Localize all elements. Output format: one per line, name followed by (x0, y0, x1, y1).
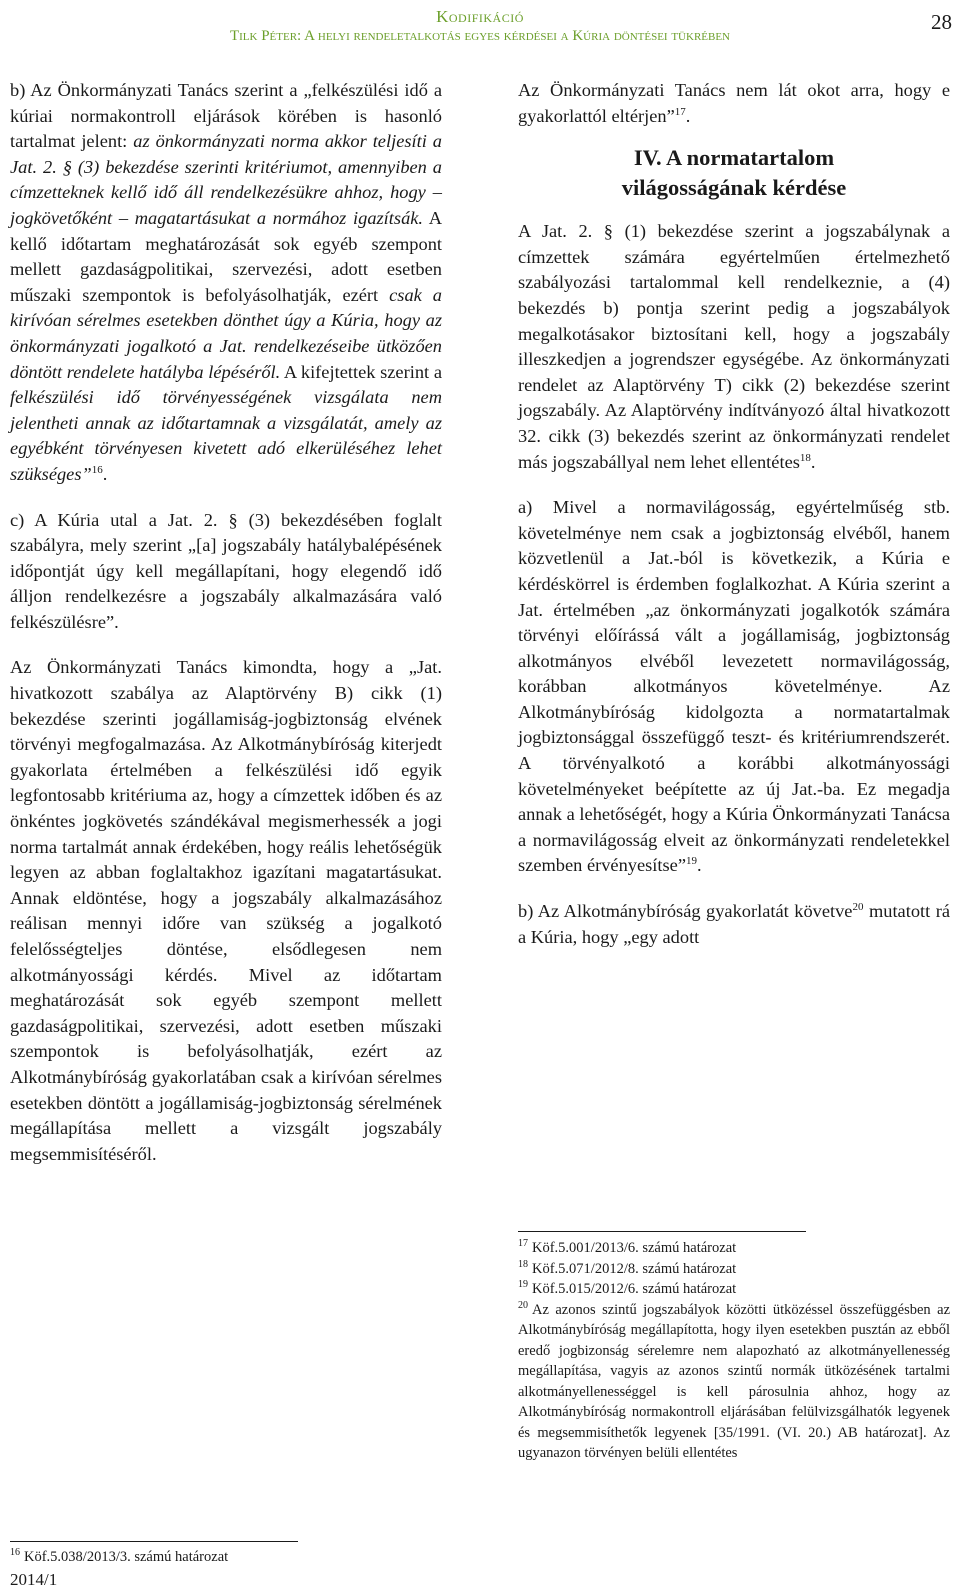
right-column (518, 78, 950, 950)
text-run: Az Önkormányzati Tanács nem lát okot arra, hogy e gyakorlattól eltérjen” (518, 80, 950, 126)
footnote (518, 1300, 950, 1464)
footnote-number: 16 (10, 1547, 20, 1559)
footnote-number: 20 (518, 1299, 528, 1311)
footnote-number: 18 (518, 1258, 528, 1270)
footnote-number: 17 (518, 1238, 528, 1250)
footnote-text: Köf.5.015/2012/6. számú határozat (532, 1281, 737, 1297)
page-header (0, 4, 960, 54)
journal-title: Kodifikáció (436, 7, 524, 26)
page-number: 28 (931, 10, 952, 34)
text-run: . (810, 451, 816, 472)
section-heading-line: világosságának kérdése (621, 175, 847, 201)
footnote (518, 1279, 950, 1300)
paragraph-b-right (518, 899, 950, 950)
paragraph-jat (518, 219, 950, 475)
footnotes-left (10, 1548, 442, 1567)
text-run: A kellő időtartam meghatározását sok egyéb szempont mellett gazdaságpolitikai, szervezési, adott esetben műszaki szempontok is befolyásolhatják, ezért (10, 207, 442, 305)
text-run: a) Mivel a normavilágosság, egyértelműség stb. követelménye nem csak a jogbiztonság elvéből, hanem közvetlenül a Jat.-ból is következik, a Kúria e kérdéskörrel is érdemben foglalkozhat. A Kúria szerint a Jat. értelmében „az önkormányzati jogalkotók számára törvényi előírássá vált a jogállamiság, jogbiztonság alkotmányos elvéből levezetett normavilágosság, korábban alkotmányos követelménye. Az Alkotmánybíróság kidolgozta a normatartalmak jogbiztonsággal összefüggő teszt- és kritériumrendszerét. A törvényalkotó a korábbi alkotmányossági követelményeket beépítette az új Jat.-ba. Ez megadja annak a lehetőségét, hogy a Kúria Önkormányzati Tanácsa a normavilágosság elveit az önkormányzati rendeletekkel szemben érvényesítse” (518, 497, 950, 876)
footnote (518, 1259, 950, 1280)
text-run: mutatott rá a Kúria, hogy „egy adott (518, 901, 951, 947)
paragraph-a (518, 495, 950, 879)
text-run: b) Az Önkormányzati Tanács szerint a „felkészülési idő a kúriai normakontroll eljárások körében is hasonló tartalmat jelent: (10, 80, 442, 152)
footnote-ref-16[interactable]: 16 (91, 463, 103, 476)
footnote-text: Köf.5.038/2013/3. számú határozat (24, 1549, 229, 1565)
text-run: A kifejtettek szerint a (280, 361, 442, 382)
italic-quote: csak a kirívóan sérelmes esetekben dönthet úgy a Kúria, hogy az önkormányzati jogalkotó a Jat. rendelkezéseibe ütközően döntött rendelete hatályba lépéséről. (10, 284, 442, 382)
section-heading (518, 143, 950, 203)
footnote-ref-20[interactable]: 20 (852, 900, 864, 913)
italic-quote: az önkormányzati norma akkor teljesíti a Jat. 2. § (3) bekezdése szerinti kritériumot, amennyiben a címzetteknek kellő idő áll rendelkezésükre ahhoz, hogy – jogkövetőként – magatartásukat a normához igazítsák. (10, 131, 443, 228)
italic-quote: felkészülési idő törvényességének vizsgálata nem jelentheti annak az időtartamnak a vizsgálatát, amely az egyébként törvényesen kivetett adó elkerüléséhez lehet szükséges (10, 387, 442, 484)
paragraph-c: c) A Kúria utal a Jat. 2. § (3) bekezdésében foglalt szabályra, mely szerint „[a] jogszabály hatálybalépésének időpontját úgy kell megállapítani, hogy elegendő idő álljon rendelkezésre a jogszabály alkalmazására való felkészülésre”. (10, 509, 442, 632)
paragraph-continued (518, 78, 950, 129)
issue-label: 2014/1 (10, 1570, 58, 1589)
article-running-title: Tilk Péter: A helyi rendeletalkotás egyes kérdései a Kúria döntései tükrében (229, 28, 731, 44)
footnotes-right (518, 1238, 950, 1464)
footnote (10, 1548, 442, 1567)
footnote-number: 19 (518, 1279, 528, 1291)
text-run: . (685, 105, 691, 126)
left-column (10, 78, 442, 1167)
footnote-ref-19[interactable]: 19 (686, 855, 697, 868)
footnote-text: Az azonos szintű jogszabályok közötti ütközéssel összefüggésben az Alkotmánybíróság megállapította, hogy ilyen esetekben pusztán az ebből eredő jogbizonság sérelemre nem alapozható az alkotmányellenesség megállapítása, vagyis az azonos szintű normák ütközésének tartalmi alkotmányellenességgel is kell párosulnia ahhoz, hogy az Alkotmánybíróság normakontroll eljárásában felülvizsgálhatók legyenek és megsemmisíthetők legyenek [35/1991. (VI. 20.) AB határozat]. Az ugyanazon törvényen belüli ellentétes (518, 1301, 950, 1461)
paragraph-council: Az Önkormányzati Tanács kimondta, hogy a „Jat. hivatkozott szabálya az Alaptörvény B) cikk (1) bekezdése szerinti jogállamiság-jogbiztonság elvének törvényi megfogalmazása. Az Alkotmánybíróság kiterjedt gyakorlata értelmében a felkészülési idő egyik legfontosabb kritériuma az, hogy a címzettek időben és az önkéntes jogkövetés szándékával megismerhessék a jogi norma tartalmát annak érdekében, hogy reális lehetőségük legyen az abban foglaltakhoz igazítani magatartásukat. Annak eldöntése, hogy a jogszabály alkalmazásához reálisan mennyi időre van szükség a jogalkotó felelősségteljes döntése, elsődlegesen nem alkotmányossági kérdés. Mivel az időtartam meghatározását sok egyéb szempont mellett gazdaságpolitikai, szervezési, adott esetben műszaki szempontok is befolyásolhatják, ezért az Alkotmánybíróság gyakorlatában csak a kirívóan sérelmes esetekben döntött a jogállamiság-jogbiztonság sérelmének megállapítása mellett a vizsgált jogszabály megsemmisítéséről. (10, 657, 442, 1164)
closing-quote: ” (81, 463, 92, 484)
text-run: . (697, 855, 702, 876)
footnote-ref-17[interactable]: 17 (674, 105, 686, 118)
text-run: A Jat. 2. § (1) bekezdése szerint a jogszabálynak a címzettek számára egyértelműen értelmezhető szabályozási tartalommal kell rendelkeznie, a (4) bekezdés b) pontja szerint pedig a jogszabályok megalkotásakor biztosítani kell, hogy a jogszabály illeszkedjen a jogrendszer egységébe. Az önkormányzati rendelet az Alaptörvény T) cikk (2) bekezdése szerint jogszabály. Az Alaptörvény indítványozó által hivatkozott 32. cikk (3) bekezdés szerint az önkormányzati rendelet más jogszabállyal nem lehet ellentétes (518, 221, 950, 472)
paragraph-b (10, 78, 442, 488)
footnote (518, 1238, 950, 1259)
text-run: . (102, 463, 108, 484)
footnote-ref-18[interactable]: 18 (799, 451, 811, 464)
footnote-text: Köf.5.001/2013/6. számú határozat (532, 1240, 737, 1256)
text-run: b) Az Alkotmánybíróság gyakorlatát követve (518, 901, 853, 922)
footnote-text: Köf.5.071/2012/8. számú határozat (532, 1260, 737, 1277)
footnote-divider (518, 1231, 806, 1232)
section-heading-line: IV. A normatartalom (633, 145, 835, 171)
footnote-divider (10, 1541, 298, 1542)
